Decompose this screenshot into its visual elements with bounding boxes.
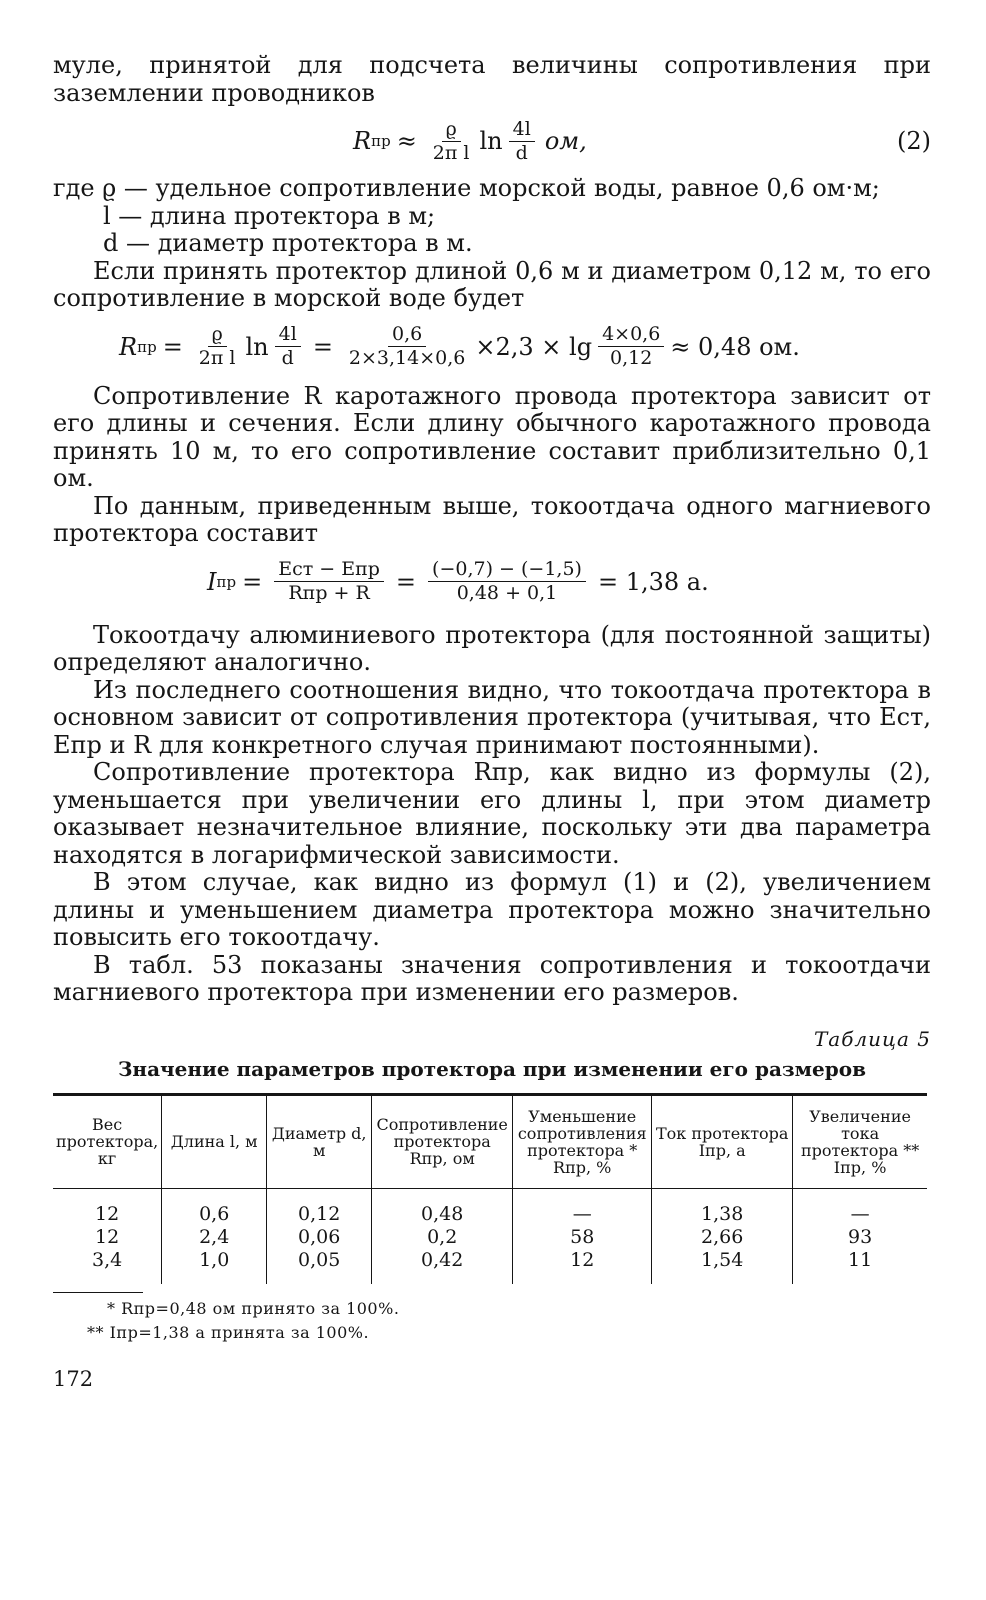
- formula-resistance-lhs: R: [119, 332, 138, 361]
- formula-2-lhs: R: [353, 127, 372, 155]
- formula-resistance-lhs-sub: пр: [137, 337, 157, 356]
- formula-current-frac-1: [274, 558, 384, 605]
- formula-2-rel: ≈: [396, 127, 417, 155]
- table-cell: 12: [513, 1249, 652, 1284]
- table-cell: —: [793, 1188, 927, 1226]
- paragraph-4: По данным, приведенным выше, токоотдача одного магниевого протектора составит: [53, 491, 931, 547]
- table-title: Значение параметров протектора при изменении его размеров: [118, 1056, 866, 1081]
- paragraph-5: Токоотдачу алюминиевого протектора (для постоянной защиты) определяют аналогично.: [53, 620, 931, 676]
- table-cell: 58: [513, 1226, 652, 1249]
- formula-resistance-tail: ≈ 0,48 ом.: [670, 332, 800, 361]
- formula-resistance-frac-2-num: 4l: [275, 323, 301, 347]
- table-cell: 12: [95, 1202, 120, 1225]
- table-cell: 1,54: [652, 1249, 793, 1284]
- table-cell: 0,12: [267, 1188, 372, 1226]
- formula-current-frac-1-num: Eст − Eпр: [274, 558, 384, 582]
- table-cell: 1,0: [162, 1249, 267, 1284]
- table-cell: 11: [793, 1249, 927, 1284]
- parameters-table: [53, 1093, 927, 1284]
- definition-d: d — диаметр протектора в м.: [103, 229, 473, 257]
- formula-resistance-ln: ln: [245, 332, 269, 361]
- formula-current-frac-2: [428, 558, 586, 605]
- table-header-row: [53, 1094, 927, 1188]
- header-diameter: Диаметр d, м: [267, 1094, 372, 1188]
- table-cell: 0,48: [372, 1188, 513, 1226]
- table-cell: 3,4: [91, 1248, 123, 1271]
- table-cell: 93: [793, 1226, 927, 1249]
- definitions: [53, 175, 931, 258]
- formula-current-body: [207, 548, 709, 616]
- paragraph-2: Если принять протектор длиной 0,6 м и диаметром 0,12 м, то его сопротивление в морской воде будет: [53, 256, 931, 312]
- formula-current-frac-1-den: Rпр + R: [288, 582, 370, 604]
- table-cell: 0,06: [267, 1226, 372, 1249]
- paragraph-1: муле, принятой для подсчета величины сопротивления при заземлении проводников: [53, 51, 931, 107]
- page: [53, 52, 931, 1391]
- formula-current-frac-2-den: 0,48 + 0,1: [456, 582, 558, 604]
- table-caption: Таблица 5: [813, 1026, 931, 1051]
- formula-2-body: [353, 107, 587, 175]
- paragraph-9: В табл. 53 показаны значения сопротивления и токоотдачи магниевого протектора при изменении его размеров.: [53, 950, 931, 1006]
- table-cell: 1,38: [652, 1188, 793, 1226]
- header-resistance-decrease: Уменьшение сопротивления протектора * Rпр, %: [513, 1094, 652, 1188]
- formula-resistance-frac-3-num: 0,6: [388, 323, 426, 347]
- formula-2-frac-1-den: 2π l: [432, 141, 470, 164]
- formula-2-frac-2: [509, 118, 535, 165]
- table-cell: 0,6: [162, 1188, 267, 1226]
- formula-current-frac-2-num: (−0,7) − (−1,5): [428, 558, 586, 582]
- formula-2-frac-1-num: ϱ: [442, 118, 461, 142]
- formula-2-frac-2-den: d: [515, 141, 528, 164]
- page-number: 172: [53, 1366, 94, 1391]
- formula-current-eq-1: =: [242, 567, 263, 596]
- paragraph-8: В этом случае, как видно из формул (1) и (2), увеличением длины и уменьшением диаметра протектора можно значительно повысить его токоотдачу.: [53, 868, 931, 951]
- formula-resistance: [53, 313, 931, 383]
- header-weight: Вес протектора, кг: [53, 1094, 162, 1188]
- formula-resistance-frac-1-num: ϱ: [208, 323, 227, 347]
- formula-resistance-frac-3-den: 2×3,14×0,6: [348, 347, 466, 369]
- formula-resistance-frac-1-den: 2π l: [198, 347, 236, 369]
- formula-resistance-eq-2: =: [312, 332, 333, 361]
- formula-resistance-mid: ×2,3 × lg: [475, 332, 593, 361]
- formula-resistance-frac-4-den: 0,12: [610, 347, 653, 369]
- table-cell: 12: [95, 1225, 120, 1248]
- table-row: [53, 1188, 927, 1226]
- table-cell: 0,42: [372, 1249, 513, 1284]
- formula-resistance-body: [119, 313, 800, 381]
- table-cell: 2,4: [162, 1226, 267, 1249]
- table-cell: 0,2: [372, 1226, 513, 1249]
- formula-resistance-frac-2: [275, 323, 301, 370]
- paragraph-6: Из последнего соотношения видно, что токоотдача протектора в основном зависит от сопротивления протектора (учитывая, что Eст, Eпр и R для конкретного случая принимают постоянными).: [53, 675, 931, 759]
- footnote-2: ** Iпр=1,38 а принята за 100%.: [87, 1322, 370, 1342]
- formula-resistance-frac-3: [345, 323, 469, 370]
- header-current-increase: Увеличение тока протектора ** Iпр, %: [793, 1094, 927, 1188]
- definition-l: l — длина протектора в м;: [103, 201, 436, 230]
- formula-current-eq-2: =: [395, 567, 417, 596]
- formula-2-frac-1: [429, 118, 474, 165]
- footnote-1: * Rпр=0,48 ом принято за 100%.: [107, 1298, 400, 1318]
- formula-2-unit: ом,: [544, 127, 587, 155]
- table-row: [53, 1226, 927, 1249]
- header-current: Ток протектора Iпр, а: [652, 1094, 793, 1188]
- formula-resistance-frac-4-num: 4×0,6: [598, 323, 664, 347]
- formula-2-number: (2): [897, 127, 931, 155]
- formula-current: [53, 548, 931, 622]
- footnote-rule: [53, 1292, 143, 1293]
- formula-current-lhs-sub: пр: [216, 572, 237, 591]
- header-length: Длина l, м: [162, 1094, 267, 1188]
- table-cell: —: [513, 1188, 652, 1226]
- table-row: [53, 1249, 927, 1284]
- paragraph-3: Сопротивление R каротажного провода протектора зависит от его длины и сечения. Если длину обычного каротажного провода принять 10 м, то его сопротивление составит приблизительно 0,1 ом.: [53, 381, 931, 492]
- definition-rho: где ϱ — удельное сопротивление морской воды, равное 0,6 ом·м;: [53, 174, 880, 202]
- formula-2-lhs-sub: пр: [371, 132, 391, 150]
- header-resistance: Сопротивление протектора Rпр, ом: [372, 1094, 513, 1188]
- formula-current-lhs: I: [207, 567, 217, 596]
- formula-2: [53, 107, 931, 175]
- formula-resistance-frac-4: [598, 323, 664, 370]
- formula-resistance-eq-1: =: [162, 332, 183, 361]
- formula-resistance-frac-1: [195, 323, 240, 370]
- formula-resistance-frac-2-den: d: [281, 347, 294, 369]
- formula-current-tail: = 1,38 а.: [597, 567, 709, 596]
- formula-2-frac-2-num: 4l: [509, 118, 535, 142]
- paragraph-7: Сопротивление протектора Rпр, как видно из формулы (2), уменьшается при увеличении его длины l, при этом диаметр оказывает незначительное влияние, поскольку эти два параметра находятся в логарифмической зависимости.: [53, 758, 931, 869]
- table-cell: 0,05: [267, 1249, 372, 1284]
- formula-2-ln: ln: [479, 127, 503, 155]
- table-cell: 2,66: [652, 1226, 793, 1249]
